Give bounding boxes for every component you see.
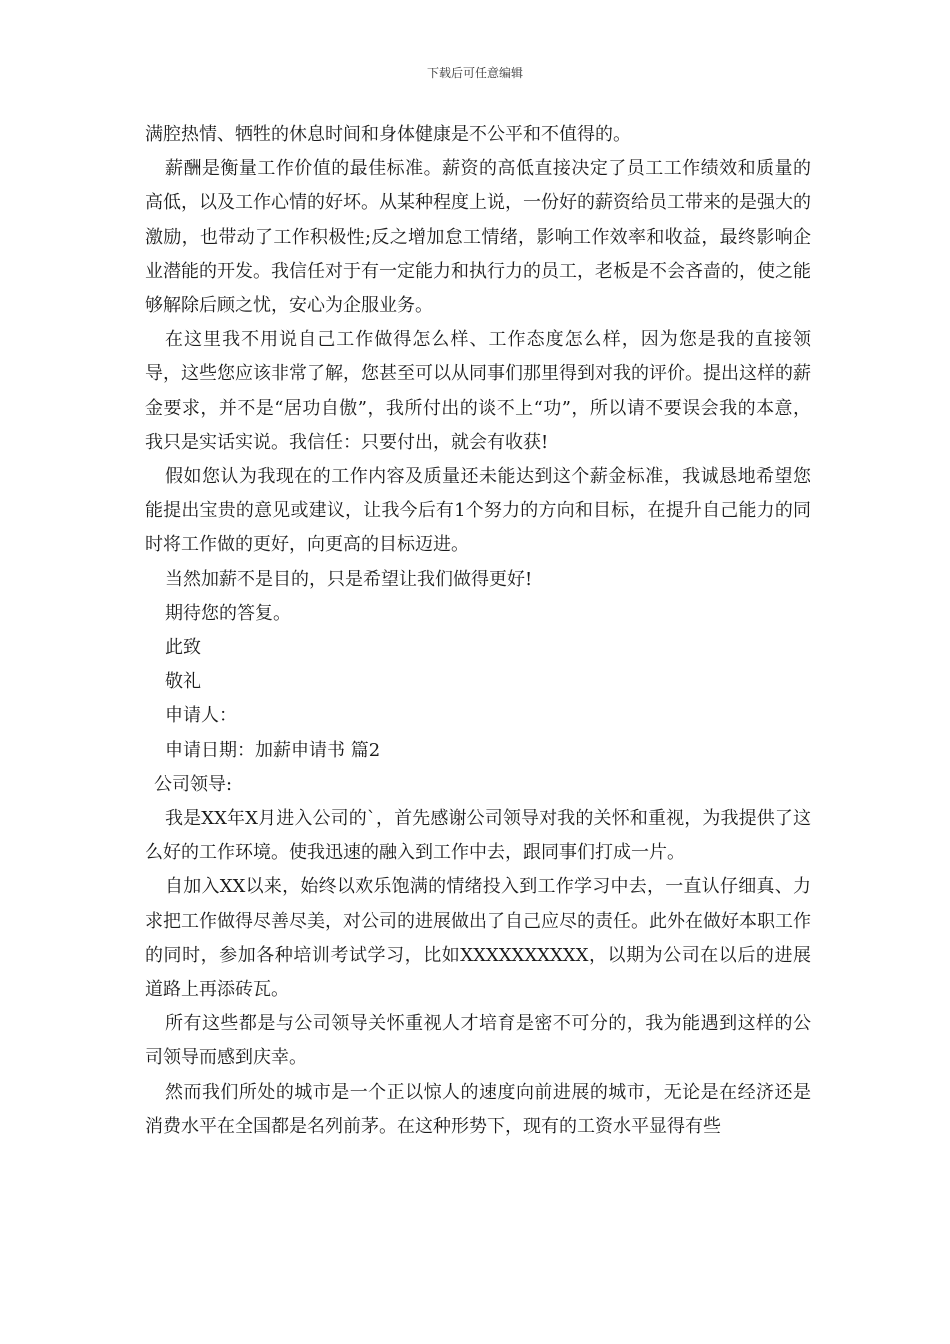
paragraph-15: 然而我们所处的城市是一个正以惊人的速度向前进展的城市，无论是在经济还是消费水平在全国都是名列前茅。在这种形势下，现有的工资水平显得有些 <box>145 1081 811 1137</box>
paragraph-3: 在这里我不用说自己工作做得怎么样、工作态度怎么样，因为您是我的直接领导，这些您应该非常了解，您甚至可以从同事们那里得到对我的评价。提出这样的薪金要求，并不是“居功自傲”，我所付出的谈不上“功”，所以请不要误会我的本意，我只是实话实说。我信任：只要付出，就会有收获! <box>145 329 811 453</box>
applicant-label: 申请人： <box>165 705 237 727</box>
paragraph-2: 薪酬是衡量工作价值的最佳标准。薪资的高低直接决定了员工工作绩效和质量的高低，以及工作心情的好坏。从某种程度上说，一份好的薪资给员工带来的是强大的激励，也带动了工作积极性;反之增加怠工情绪，影响工作效率和收益，最终影响企业潜能的开发。我信任对于有一定能力和执行力的员工，老板是不会吝啬的，使之能够解除后顾之忧，安心为企服业务。 <box>145 158 811 317</box>
paragraph-5: 当然加薪不是目的，只是希望让我们做得更好! <box>165 568 533 590</box>
page-header-note: 下载后可任意编辑 <box>426 66 523 80</box>
application-date: 申请日期：加薪申请书 篇2 <box>165 739 381 761</box>
paragraph-1: 满腔热情、牺牲的休息时间和身体健康是不公平和不值得的。 <box>145 124 631 145</box>
paragraph-4: 假如您认为我现在的工作内容及质量还未能达到这个薪金标准，我诚恳地希望您能提出宝贵的意见或建议，让我今后有1个努力的方向和目标，在提升自己能力的同时将工作做的更好，向更高的目标迈进。 <box>145 466 811 556</box>
closing-cizhi: 此致 <box>165 637 201 659</box>
paragraph-12: 我是XX年X月进入公司的`，首先感谢公司领导对我的关怀和重视，为我提供了这么好的工作环境。使我迅速的融入到工作中去，跟同事们打成一片。 <box>145 808 811 864</box>
letter-body <box>145 118 811 1144</box>
paragraph-13: 自加入XX以来，始终以欢乐饱满的情绪投入到工作学习中去，一直认仔细真、力求把工作做得尽善尽美，对公司的进展做出了自己应尽的责任。此外在做好本职工作的同时，参加各种培训考试学习，比如XXXXXXXXXX，以期为公司在以后的进展道路上再添砖瓦。 <box>145 876 811 1001</box>
closing-expect: 期待您的答复。 <box>165 602 291 624</box>
paragraph-14: 所有这些都是与公司领导关怀重视人才培育是密不可分的，我为能遇到这样的公司领导而感到庆幸。 <box>145 1013 811 1069</box>
closing-jingli: 敬礼 <box>165 671 201 693</box>
salutation: 公司领导: <box>154 773 233 795</box>
